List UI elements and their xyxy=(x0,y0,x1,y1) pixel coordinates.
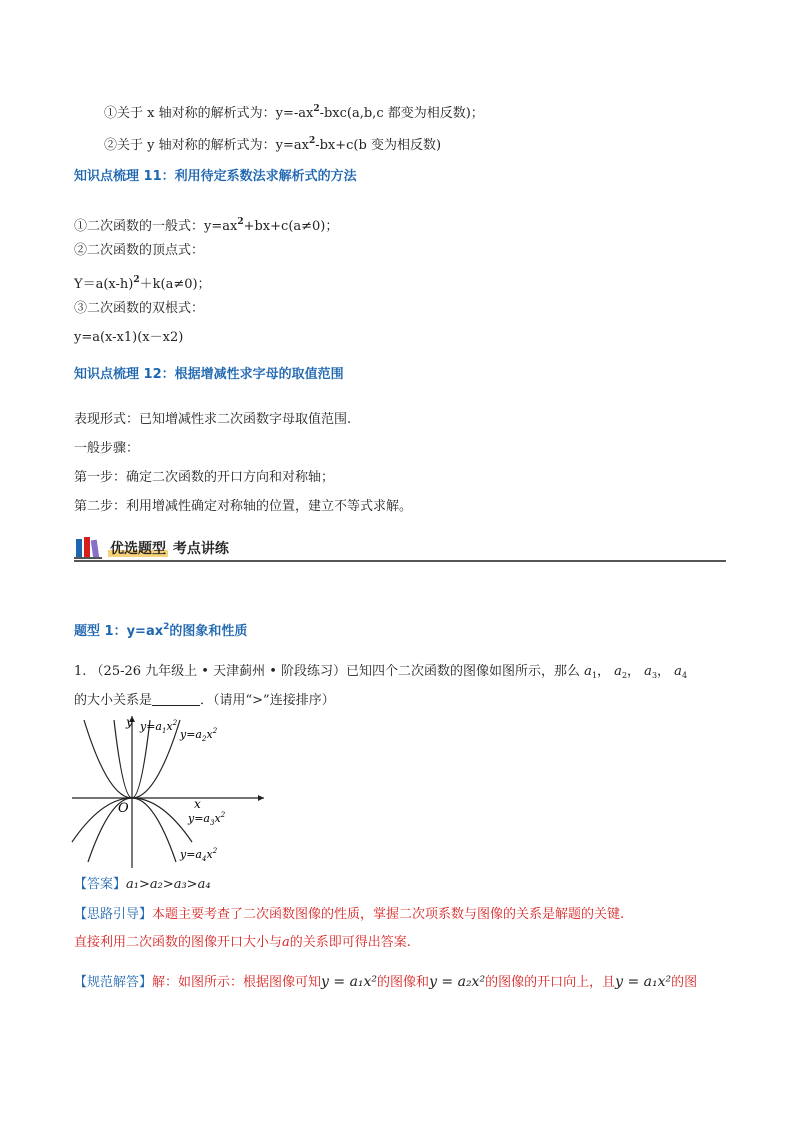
label-a2 xyxy=(179,727,218,743)
parabola-figure xyxy=(68,712,268,872)
question-line1: 1. （25-26 九年级上 • 天津蓟州 • 阶段练习）已知四个二次函数的图像如图所示，那么 $a_1$， $a_2$， $a_3$， $a_4$ xyxy=(74,664,688,680)
text: 解：如图所示：根据图像可知 xyxy=(152,975,322,990)
t: y=a xyxy=(180,848,202,861)
x-axis-arrow xyxy=(258,795,264,801)
text: 的关系即可得出答案. xyxy=(289,935,411,950)
double-root-line: y=a(x-x1)(x－x2) xyxy=(74,330,184,345)
vertex-form-line xyxy=(74,271,211,294)
step1-line: 第一步：确定二次函数的开口方向和对称轴； xyxy=(74,470,335,485)
general-form-line xyxy=(74,213,338,236)
solution-line xyxy=(74,973,697,992)
t: y=a xyxy=(140,720,162,733)
var: a xyxy=(644,664,652,679)
answer-blank[interactable] xyxy=(152,693,200,706)
text: 题型 1：y=ax xyxy=(74,624,164,639)
var: a xyxy=(614,664,622,679)
t: 4 xyxy=(202,855,207,863)
sub: 2 xyxy=(621,671,628,680)
label-a4 xyxy=(179,847,218,863)
sup: 2 xyxy=(163,622,170,632)
text: 的图象和性质 xyxy=(169,624,248,639)
text: ②关于 y 轴对称的解析式为：y=ax xyxy=(104,138,309,153)
sup: 2 xyxy=(133,275,140,285)
sub: 1 xyxy=(591,671,598,680)
symmetry-y-line xyxy=(104,132,441,155)
eq: y = a₁x² xyxy=(321,974,378,990)
question-text: （25-26 九年级上 • 天津蓟州 • 阶段练习）已知四个二次函数的图像如图所示，那么 xyxy=(90,664,581,679)
symmetry-x-line xyxy=(104,100,484,123)
step2-line: 第二步：利用增减性确定对称轴的位置，建立不等式求解。 xyxy=(74,499,413,514)
label-a1 xyxy=(139,719,178,735)
type1-heading xyxy=(74,618,247,641)
text: -bx+c(b 变为相反数) xyxy=(315,138,442,153)
section12-heading: 知识点梳理 12：根据增减性求字母的取值范围 xyxy=(74,367,344,382)
hint-tag: 【思路引导】 xyxy=(74,907,153,922)
text: 的图 xyxy=(671,975,698,990)
origin-label: O xyxy=(118,801,129,816)
banner-title xyxy=(108,538,229,558)
t: 2 xyxy=(212,727,218,735)
books-icon xyxy=(74,536,104,560)
y-axis-label: y xyxy=(126,715,133,729)
text: 的图像和 xyxy=(377,975,430,990)
var: a xyxy=(674,664,682,679)
form-line: 表现形式：已知增减性求二次函数字母取值范围. xyxy=(74,412,352,427)
t: y=a xyxy=(188,812,210,825)
x-axis-label: x xyxy=(194,797,201,811)
eq: y = a₁x² xyxy=(615,974,672,990)
banner-title-a: 优选题型 xyxy=(110,541,166,557)
solution-tag: 【规范解答】 xyxy=(74,975,153,990)
t: 1 xyxy=(162,727,167,735)
t: x xyxy=(206,728,213,741)
text: -bxc(a,b,c 都变为相反数)； xyxy=(319,106,484,121)
t: 2 xyxy=(220,811,226,819)
text: 的图像的开口向上，且 xyxy=(485,975,616,990)
text: ①二次函数的一般式：y=ax xyxy=(74,219,238,234)
t: 2 xyxy=(202,735,207,743)
double-root-title: ③二次函数的双根式： xyxy=(74,301,205,316)
t: 2 xyxy=(172,719,178,727)
t: x xyxy=(166,720,173,733)
text: ＋k(a≠0)； xyxy=(139,277,211,292)
text: 直接利用二次函数的图像开口大小与 xyxy=(74,935,283,950)
vertex-form-title: ②二次函数的顶点式： xyxy=(74,243,205,258)
section-banner xyxy=(74,534,726,562)
text: +bx+c(a≠0)； xyxy=(243,219,339,234)
banner-title-b: 考点讲练 xyxy=(172,541,229,557)
var: a xyxy=(584,664,592,679)
sup: 2 xyxy=(308,136,316,146)
banner-rule xyxy=(74,560,726,562)
question-line2 xyxy=(74,692,335,710)
answer-tag: 【答案】 xyxy=(74,877,127,892)
hint-line2 xyxy=(74,934,411,952)
answer-expr: a₁>a₂>a₃>a₄ xyxy=(126,877,211,892)
steps-title: 一般步骤： xyxy=(74,441,140,456)
label-a3 xyxy=(187,811,226,827)
hint-text: 本题主要考查了二次函数图像的性质，掌握二次项系数与图像的关系是解题的关键. xyxy=(152,907,625,922)
t: y=a xyxy=(180,728,202,741)
text: Y＝a(x-h) xyxy=(74,277,134,292)
answer-line xyxy=(74,876,211,894)
t: x xyxy=(206,848,213,861)
t: 3 xyxy=(210,819,215,827)
var: a xyxy=(282,935,290,950)
sub: 4 xyxy=(681,671,688,680)
text: ．（请用“>”连接排序） xyxy=(200,693,335,708)
sup: 2 xyxy=(313,104,320,114)
sup: 2 xyxy=(237,217,244,227)
hint-line1 xyxy=(74,906,624,924)
question-number: 1. xyxy=(74,664,87,679)
eq: y = a₂x² xyxy=(429,974,486,990)
text: ①关于 x 轴对称的解析式为：y=-ax xyxy=(104,106,314,121)
section11-heading: 知识点梳理 11：利用待定系数法求解析式的方法 xyxy=(74,169,357,184)
text: 的大小关系是 xyxy=(74,693,153,708)
t: 2 xyxy=(212,847,218,855)
t: x xyxy=(214,812,221,825)
sub: 3 xyxy=(651,671,658,680)
